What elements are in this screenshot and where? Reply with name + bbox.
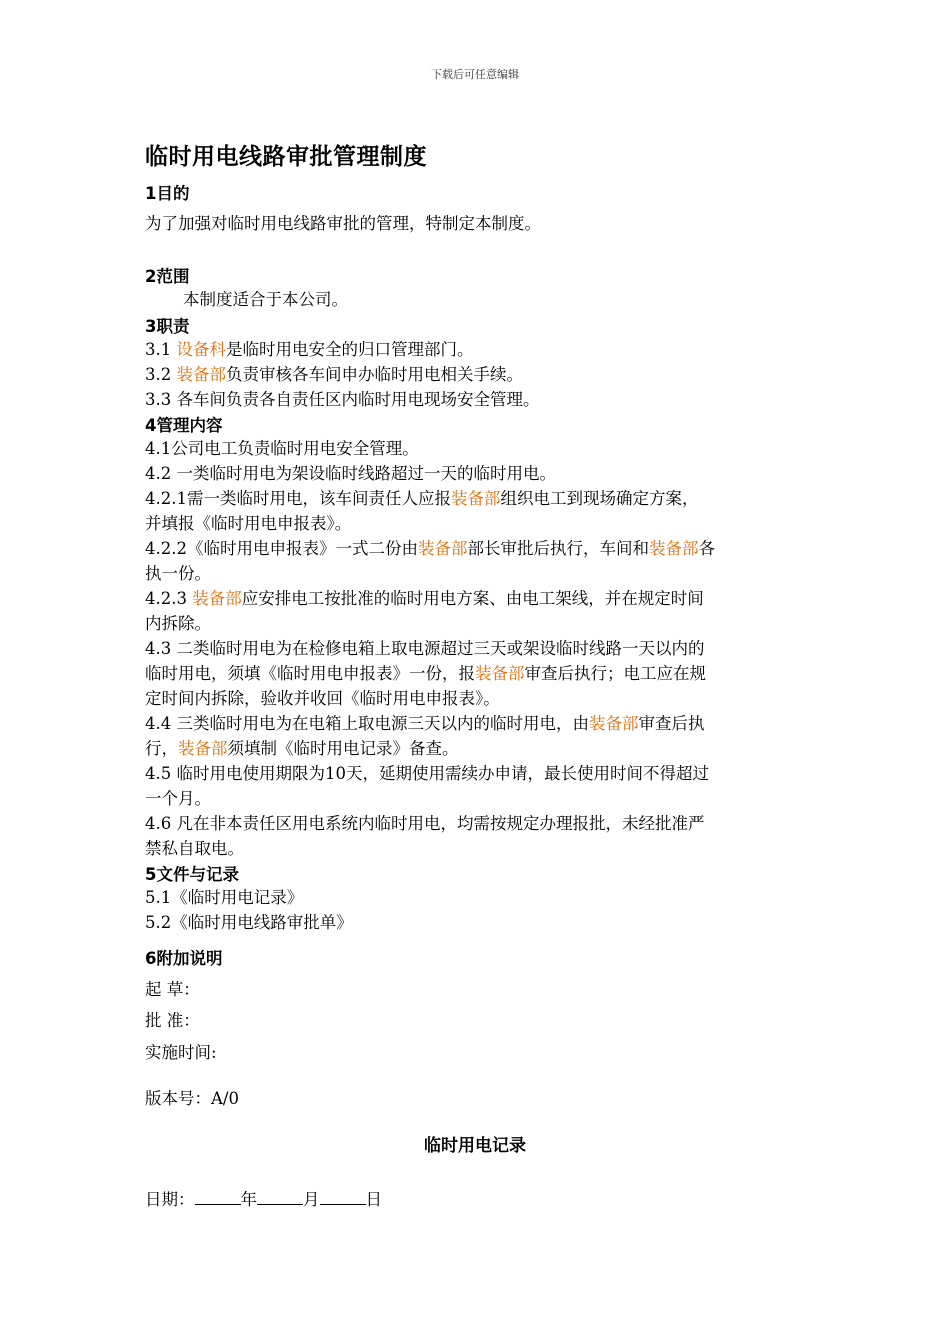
section-1-heading: 1目的	[145, 184, 190, 203]
item-3-2: 3.2 装备部负责审核各车间申办临时用电相关手续。	[145, 365, 523, 384]
item-4-2-2: 4.2.2《临时用电申报表》一式二份由装备部部长审批后执行，车间和装备部各 执一份。	[145, 539, 715, 583]
section-6-heading: 6附加说明	[145, 949, 223, 968]
item-4-6: 4.6 凡在非本责任区用电系统内临时用电，均需按规定办理报批，未经批准严 禁私自取电。	[145, 814, 705, 858]
item-3-3: 3.3 各车间负责各自责任区内临时用电现场安全管理。	[145, 390, 540, 409]
document-title: 临时用电线路审批管理制度	[145, 144, 427, 170]
item-5-2: 5.2《临时用电线路审批单》	[145, 913, 353, 932]
page-header: 下载后可任意编辑	[431, 68, 519, 81]
day-blank[interactable]	[320, 1186, 366, 1205]
item-4-5: 4.5 临时用电使用期限为10天，延期使用需续办申请，最长使用时间不得超过 一个月。	[145, 764, 709, 808]
approve-label: 批 准：	[145, 1011, 200, 1030]
draft-label: 起 草：	[145, 980, 200, 999]
version-label: 版本号：A/0	[145, 1089, 239, 1108]
section-2-heading: 2范围	[145, 267, 190, 286]
item-4-2-1: 4.2.1需一类临时用电，该车间责任人应报装备部组织电工到现场确定方案， 并填报《临时用电申报表》。	[145, 489, 699, 533]
item-4-2: 4.2 一类临时用电为架设临时线路超过一天的临时用电。	[145, 464, 556, 483]
record-title: 临时用电记录	[424, 1136, 526, 1156]
item-3-1: 3.1 设备科是临时用电安全的归口管理部门。	[145, 340, 474, 359]
item-4-1: 4.1公司电工负责临时用电安全管理。	[145, 439, 419, 458]
item-5-1: 5.1《临时用电记录》	[145, 888, 304, 907]
section-2-text: 本制度适合于本公司。	[183, 290, 348, 309]
record-date-line: 日期： 年 月 日	[145, 1186, 815, 1212]
section-5-heading: 5文件与记录	[145, 865, 239, 884]
item-4-3: 4.3 二类临时用电为在检修电箱上取电源超过三天或架设临时线路一天以内的 临时用电，须填《临时用电申报表》一份，报装备部审查后执行；电工应在规 定时间内拆除，验收并收回《临时用电申报表》。	[145, 639, 706, 708]
item-4-2-3: 4.2.3 装备部应安排电工按批准的临时用电方案、由电工架线，并在规定时间 内拆除。	[145, 589, 704, 633]
section-1-text: 为了加强对临时用电线路审批的管理，特制定本制度。	[145, 214, 541, 233]
month-blank[interactable]	[257, 1186, 303, 1205]
section-3-heading: 3职责	[145, 317, 190, 336]
implementation-date-label: 实施时间:	[145, 1043, 217, 1062]
item-4-4: 4.4 三类临时用电为在电箱上取电源三天以内的临时用电，由装备部审查后执 行，装备部须填制《临时用电记录》备查。	[145, 714, 705, 758]
section-4-heading: 4管理内容	[145, 416, 223, 435]
year-blank[interactable]	[195, 1186, 241, 1205]
